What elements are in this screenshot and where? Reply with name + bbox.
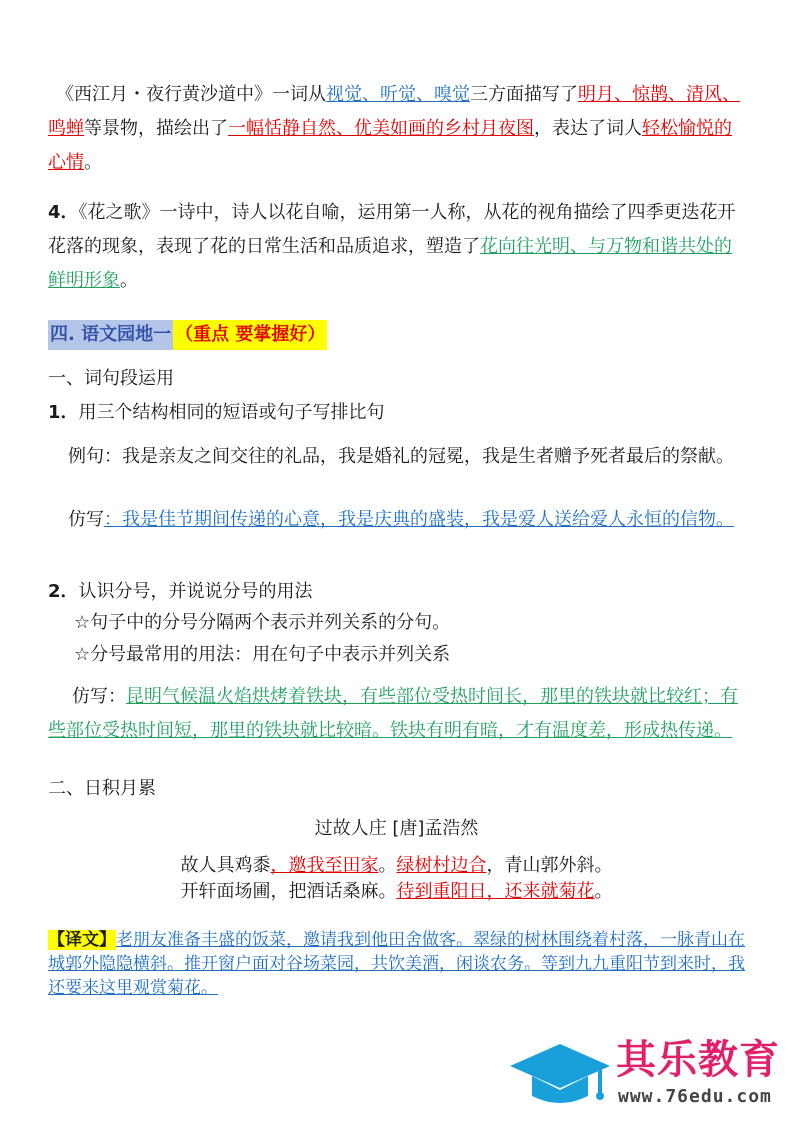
mood-highlight: 轻松愉悦的心情 [48, 118, 732, 173]
text: 。 [84, 152, 102, 173]
question-2 [48, 575, 748, 609]
poem-highlight: 待到重阳日，还来就菊花 [396, 881, 595, 902]
text: 《西江月・夜行黄沙道中》一词从 [56, 84, 326, 105]
text: ，青山郭外斜。 [486, 855, 613, 876]
example-text: 例句：我是亲友之间交往的礼品，我是婚礼的冠冕，我是生者赠予死者最后的祭献。 [68, 446, 734, 467]
imitation-text: ：我是佳节期间传递的心意，我是庆典的盛装，我是爱人送给爱人永恒的信物。 [104, 509, 734, 530]
subheading-2: 二、日积月累 [48, 778, 156, 799]
poem-line-1 [0, 853, 793, 879]
text: ，表达了词人 [534, 118, 642, 139]
text: 《花之歌》一诗中，诗人以花自喻，运用第一人称，从花的视角描绘了四季更迭花开花落的现象，表现了花的日常生活和品质追求，塑造了 [48, 202, 736, 257]
section-note: （重点 要掌握好） [173, 320, 327, 350]
question-1 [48, 396, 748, 430]
section-title: 四. 语文园地一 [48, 320, 173, 350]
note-text: ☆分号最常用的用法：用在句子中表示并列关系 [74, 644, 451, 665]
graduation-cap-icon [508, 1040, 612, 1110]
imitation-label: 仿写： [72, 686, 126, 707]
translation [48, 928, 748, 1000]
item-number: 4． [48, 202, 79, 223]
subheading-1: 一、词句段运用 [48, 368, 174, 389]
imitation-2 [48, 680, 748, 748]
text: 故人具鸡黍 [180, 855, 271, 876]
imitation-label: 仿写 [68, 509, 104, 530]
brand-logo [508, 1036, 788, 1114]
text: 。 [378, 855, 397, 876]
text: 开轩面场圃，把酒话桑麻。 [180, 881, 397, 902]
poem-highlight: 绿树村边合 [396, 855, 487, 876]
imitation-text: 昆明气候温火焰烘烤着铁块，有些部位受热时间长，那里的铁块就比较红；有些部位受热时间短，那里的铁块就比较暗。铁块有明有暗，才有温度差，形成热传递。 [48, 686, 738, 741]
note-text: ☆句子中的分号分隔两个表示并列关系的分句。 [74, 612, 451, 633]
question-text: 认识分号，并说说分号的用法 [78, 581, 313, 602]
item-number: 1． [48, 402, 79, 423]
poem1-paragraph [48, 78, 748, 180]
translation-text: 老朋友准备丰盛的饭菜，邀请我到他田舍做客。翠绿的树林围绕着村落，一脉青山在城郭外隐隐横斜。推开窗户面对谷场菜园，共饮美酒，闲谈农务。等到九九重阳节到来时，我还要来这里观赏菊花。 [48, 930, 745, 998]
text: 三方面描写了 [470, 84, 578, 105]
note-2 [48, 638, 774, 672]
poem-title: 过故人庄 [唐]孟浩然 [314, 818, 479, 839]
imitation-1 [48, 503, 748, 537]
text: 。 [594, 881, 613, 902]
scenery-highlight: 明月、惊鹊、清风、鸣蝉 [48, 84, 740, 139]
picture-highlight: 一幅恬静自然、优美如画的乡村月夜图 [228, 118, 534, 139]
translation-tag: 【译文】 [48, 930, 116, 950]
poem-highlight: ，邀我至田家 [270, 855, 379, 876]
brand-url: www.76edu.com [618, 1086, 772, 1107]
senses-highlight: 视觉、听觉、嗅觉 [326, 84, 470, 105]
text: 等景物，描绘出了 [84, 118, 228, 139]
question-text: 用三个结构相同的短语或句子写排比句 [78, 402, 385, 423]
text: 。 [120, 270, 138, 291]
note-1 [48, 606, 774, 640]
poem-line-2 [0, 879, 793, 905]
section-heading [48, 318, 748, 352]
brand-name: 其乐教育 [616, 1037, 780, 1083]
item-number: 2． [48, 581, 79, 602]
image-highlight: 花向往光明、与万物和谐共处的鲜明形象 [48, 236, 732, 291]
poem2-paragraph [48, 196, 748, 298]
example-sentence [48, 440, 748, 474]
